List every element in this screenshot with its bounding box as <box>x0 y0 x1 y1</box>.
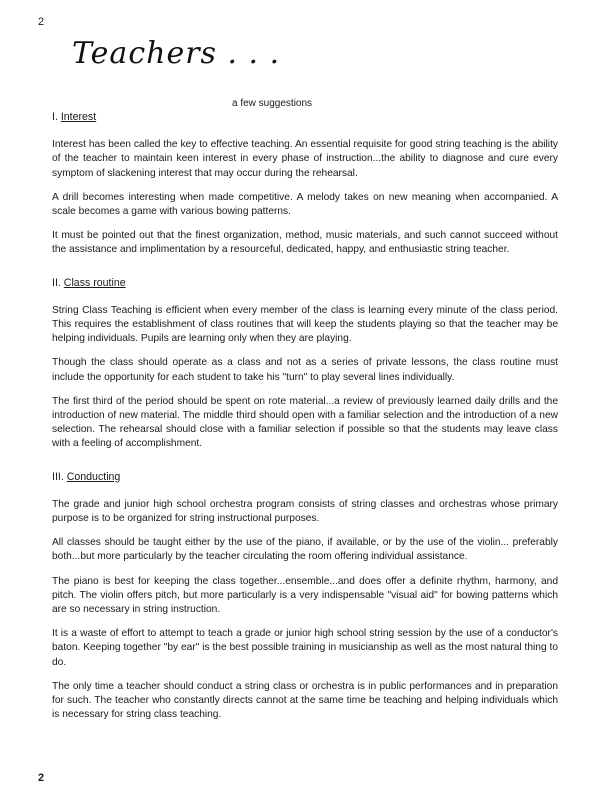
page-number-top: 2 <box>38 16 45 28</box>
paragraph: It is a waste of effort to attempt to teach a grade or junior high school string session by the use of a conductor's baton. Keeping together "by ear" is the best possible training in musicianship as well as the most natural thing to do. <box>52 628 558 668</box>
paragraph: The piano is best for keeping the class together...ensemble...and does offer a definite rhythm, harmony, and pitch. The violin offers pitch, but more particularly is a very indispensable "visual aid" for bowing patterns which are so necessary in string instruction. <box>52 575 558 616</box>
section-number: II. <box>52 276 61 289</box>
paragraph: The grade and junior high school orchestra program consists of string classes and orchestras whose primary purpose is to be organized for string instructional purposes. <box>52 498 558 525</box>
page-title: Teachers . . . <box>72 36 281 71</box>
section-class-routine <box>52 276 558 452</box>
section-conducting <box>52 470 558 723</box>
section-number: III. <box>52 470 64 483</box>
paragraph: It must be pointed out that the finest organization, method, music materials, and such cannot succeed without the assistance and implimentation by a resourceful, dedicated, happy, and enthusiastic string teacher. <box>52 230 558 256</box>
page-subtitle: a few suggestions <box>232 98 313 109</box>
paragraph: String Class Teaching is efficient when every member of the class is learning every minute of the class period. This requires the establishment of class routines that will keep the students playing so that the teacher may be helping individuals. Pupils are learning only when they are playing. <box>52 304 558 345</box>
page-number-bottom: 2 <box>38 772 45 784</box>
section-title: Conducting <box>66 470 121 483</box>
section-heading <box>52 470 558 484</box>
paragraph: The only time a teacher should conduct a string class or orchestra is in public performances and in preparation for such. The teacher who constantly directs cannot at the same time be teaching and helping individuals which is necessary for string class teaching. <box>52 680 558 721</box>
section-number: I. <box>52 111 58 123</box>
paragraph: A drill becomes interesting when made competitive. A melody takes on new meaning when accompanied. A scale becomes a game with various bowing patterns. <box>52 191 558 218</box>
section-heading <box>52 110 558 124</box>
paragraph: Though the class should operate as a class and not as a series of private lessons, the class routine must include the opportunity for each student to take his "turn" to play several lines individually. <box>52 357 558 383</box>
section-interest <box>52 110 558 258</box>
paragraph: Interest has been called the key to effective teaching. An essential requisite for good string teaching is the ability of the teacher to maintain keen interest in every phase of instruction...the ability to diagnose and cure every symptom of slackening interest that may occur during the rehearsal. <box>52 139 558 179</box>
paragraph: The first third of the period should be spent on rote material...a review of previously learned daily drills and the introduction of new material. The middle third should open with a familiar selection and the introduction of a new selection. The rehearsal should close with a familiar selection if possible so that the students may leave class with a feeling of accomplishment. <box>52 395 558 450</box>
paragraph: All classes should be taught either by the use of the piano, if available, or by the use of the violin... preferably both...but more particularly by the teacher circulating the room offering individual assistance. <box>52 537 558 563</box>
section-heading <box>52 276 558 290</box>
section-title: Interest <box>60 111 97 123</box>
section-title: Class routine <box>63 276 126 289</box>
document-body <box>52 110 558 741</box>
